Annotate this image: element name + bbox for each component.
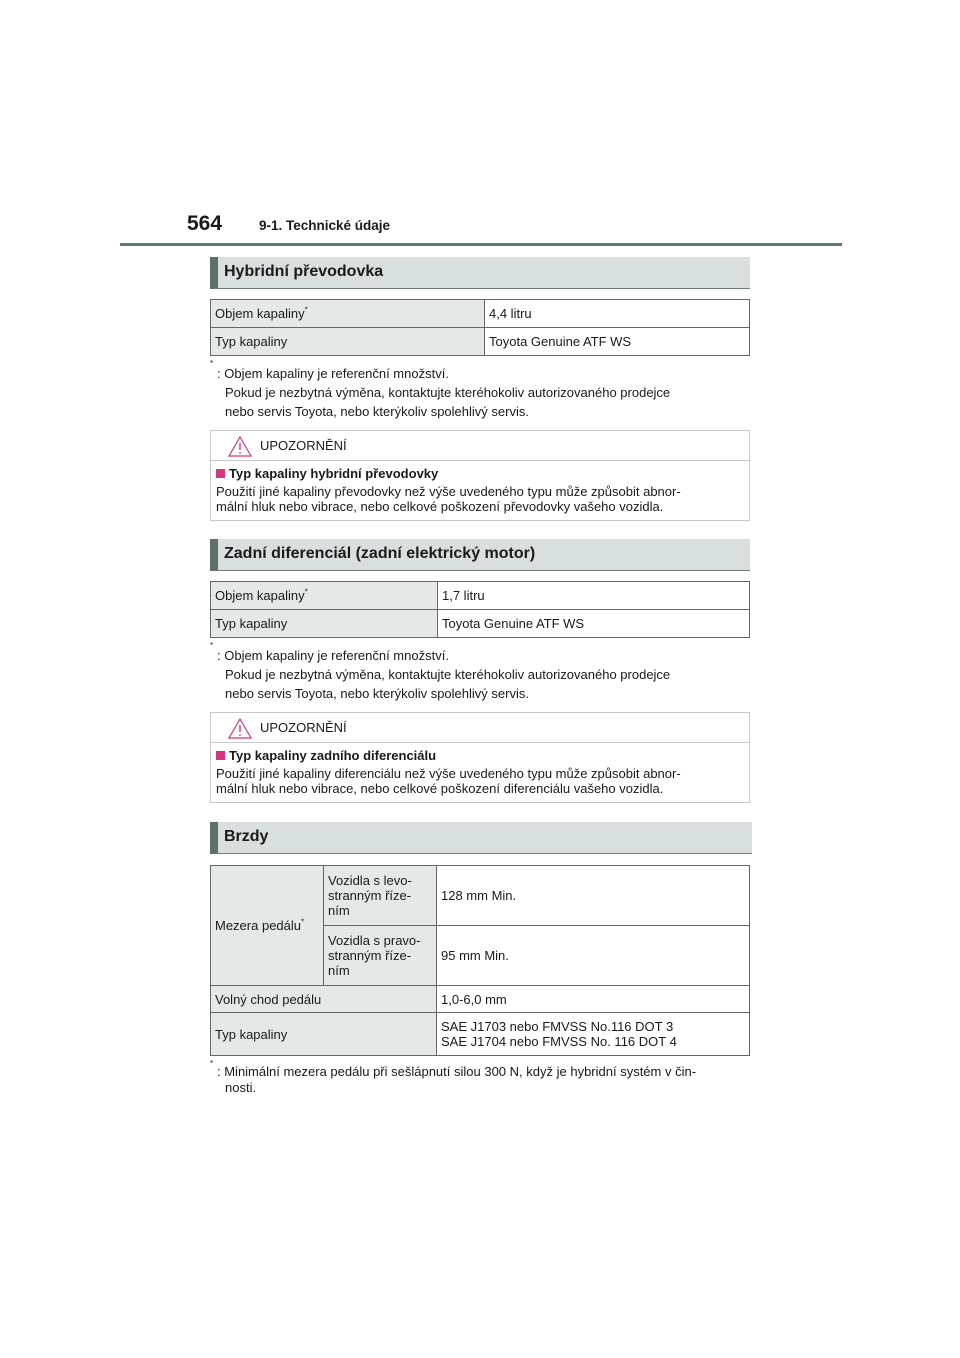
row-sublabel: Vozidla s levo- stranným říze- ním bbox=[324, 866, 437, 926]
table-row bbox=[211, 866, 750, 926]
row-value: 95 mm Min. bbox=[437, 926, 750, 986]
row-label: Mezera pedálu* bbox=[211, 866, 324, 986]
section-title: Brzdy bbox=[224, 828, 269, 845]
footnote-rear: * : Objem kapaliny je referenční množství. Pokud je nezbytná výměna, kontaktujte kteréhokoliv autorizovaného prodejce nebo servis Toyota, nebo kterýkoliv spolehlivý servis. bbox=[210, 646, 755, 703]
table-row bbox=[211, 986, 750, 1013]
warning-text: mální hluk nebo vibrace, nebo celkové poškození diferenciálu vašeho vozidla. bbox=[216, 781, 664, 796]
footnote-line: nebo servis Toyota, nebo kterýkoliv spolehlivý servis. bbox=[225, 404, 529, 419]
footnote-brakes: * : Minimální mezera pedálu při sešlápnutí silou 300 N, když je hybridní systém v čin- nosti. bbox=[210, 1064, 755, 1096]
warning-body bbox=[211, 743, 749, 802]
section-heading-hybrid-transmission bbox=[210, 257, 750, 289]
section-heading-brakes bbox=[210, 822, 752, 854]
warning-header bbox=[211, 713, 749, 743]
row-value: Toyota Genuine ATF WS bbox=[485, 328, 750, 356]
hybrid-transmission-table bbox=[210, 299, 750, 356]
footnote-line: nosti. bbox=[225, 1080, 257, 1095]
section-title: Hybridní převodovka bbox=[224, 263, 384, 280]
warning-box-rear bbox=[210, 712, 750, 803]
footnote-line: : Minimální mezera pedálu při sešlápnutí silou 300 N, když je hybridní systém v čin- bbox=[217, 1064, 697, 1079]
table-row bbox=[211, 582, 750, 610]
row-label: Objem kapaliny* bbox=[211, 582, 438, 610]
warning-text: Použití jiné kapaliny diferenciálu než výše uvedeného typu může způsobit abnor- bbox=[216, 766, 681, 781]
section-heading-rear-differential bbox=[210, 539, 750, 571]
warning-icon bbox=[228, 718, 252, 739]
row-value: 128 mm Min. bbox=[437, 866, 750, 926]
square-bullet-icon bbox=[216, 469, 225, 478]
row-value: SAE J1703 nebo FMVSS No.116 DOT 3 SAE J1704 nebo FMVSS No. 116 DOT 4 bbox=[437, 1013, 750, 1056]
footnote-line: : Objem kapaliny je referenční množství. bbox=[217, 366, 449, 381]
warning-heading: UPOZORNĚNÍ bbox=[260, 720, 347, 735]
row-label: Objem kapaliny* bbox=[211, 300, 485, 328]
warning-box-hybrid bbox=[210, 430, 750, 521]
row-label: Typ kapaliny bbox=[211, 328, 485, 356]
rear-differential-table bbox=[210, 581, 750, 638]
footnote-line: Pokud je nezbytná výměna, kontaktujte kteréhokoliv autorizovaného prodejce bbox=[225, 385, 671, 400]
table-row bbox=[211, 1013, 750, 1056]
table-row bbox=[211, 328, 750, 356]
footnote-line: Pokud je nezbytná výměna, kontaktujte kteréhokoliv autorizovaného prodejce bbox=[225, 667, 671, 682]
section-title: Zadní diferenciál (zadní elektrický motor) bbox=[224, 545, 536, 562]
row-value: 1,0-6,0 mm bbox=[437, 986, 750, 1013]
row-label: Typ kapaliny bbox=[211, 610, 438, 638]
warning-icon bbox=[228, 436, 252, 457]
footnote-line: : Objem kapaliny je referenční množství. bbox=[217, 648, 449, 663]
row-label: Volný chod pedálu bbox=[211, 986, 437, 1013]
row-sublabel: Vozidla s pravo- stranným říze- ním bbox=[324, 926, 437, 986]
row-value: 1,7 litru bbox=[438, 582, 750, 610]
warning-subheading: Typ kapaliny hybridní převodovky bbox=[216, 466, 745, 481]
table-row bbox=[211, 300, 750, 328]
row-value: Toyota Genuine ATF WS bbox=[438, 610, 750, 638]
square-bullet-icon bbox=[216, 751, 225, 760]
warning-text: mální hluk nebo vibrace, nebo celkové poškození převodovky vašeho vozidla. bbox=[216, 499, 664, 514]
chapter-title: 9-1. Technické údaje bbox=[259, 218, 391, 233]
header-rule bbox=[120, 243, 842, 246]
warning-heading: UPOZORNĚNÍ bbox=[260, 438, 347, 453]
footnote-hybrid: * : Objem kapaliny je referenční množství. Pokud je nezbytná výměna, kontaktujte kteréhokoliv autorizovaného prodejce nebo servis Toyota, nebo kterýkoliv spolehlivý servis. bbox=[210, 364, 755, 421]
row-label: Typ kapaliny bbox=[211, 1013, 437, 1056]
warning-body bbox=[211, 461, 749, 520]
warning-subheading: Typ kapaliny zadního diferenciálu bbox=[216, 748, 745, 763]
page-number: 564 bbox=[187, 212, 223, 235]
warning-header bbox=[211, 431, 749, 461]
warning-text: Použití jiné kapaliny převodovky než výše uvedeného typu může způsobit abnor- bbox=[216, 484, 681, 499]
table-row bbox=[211, 610, 750, 638]
footnote-line: nebo servis Toyota, nebo kterýkoliv spolehlivý servis. bbox=[225, 686, 529, 701]
brakes-table bbox=[210, 865, 750, 1056]
row-value: 4,4 litru bbox=[485, 300, 750, 328]
